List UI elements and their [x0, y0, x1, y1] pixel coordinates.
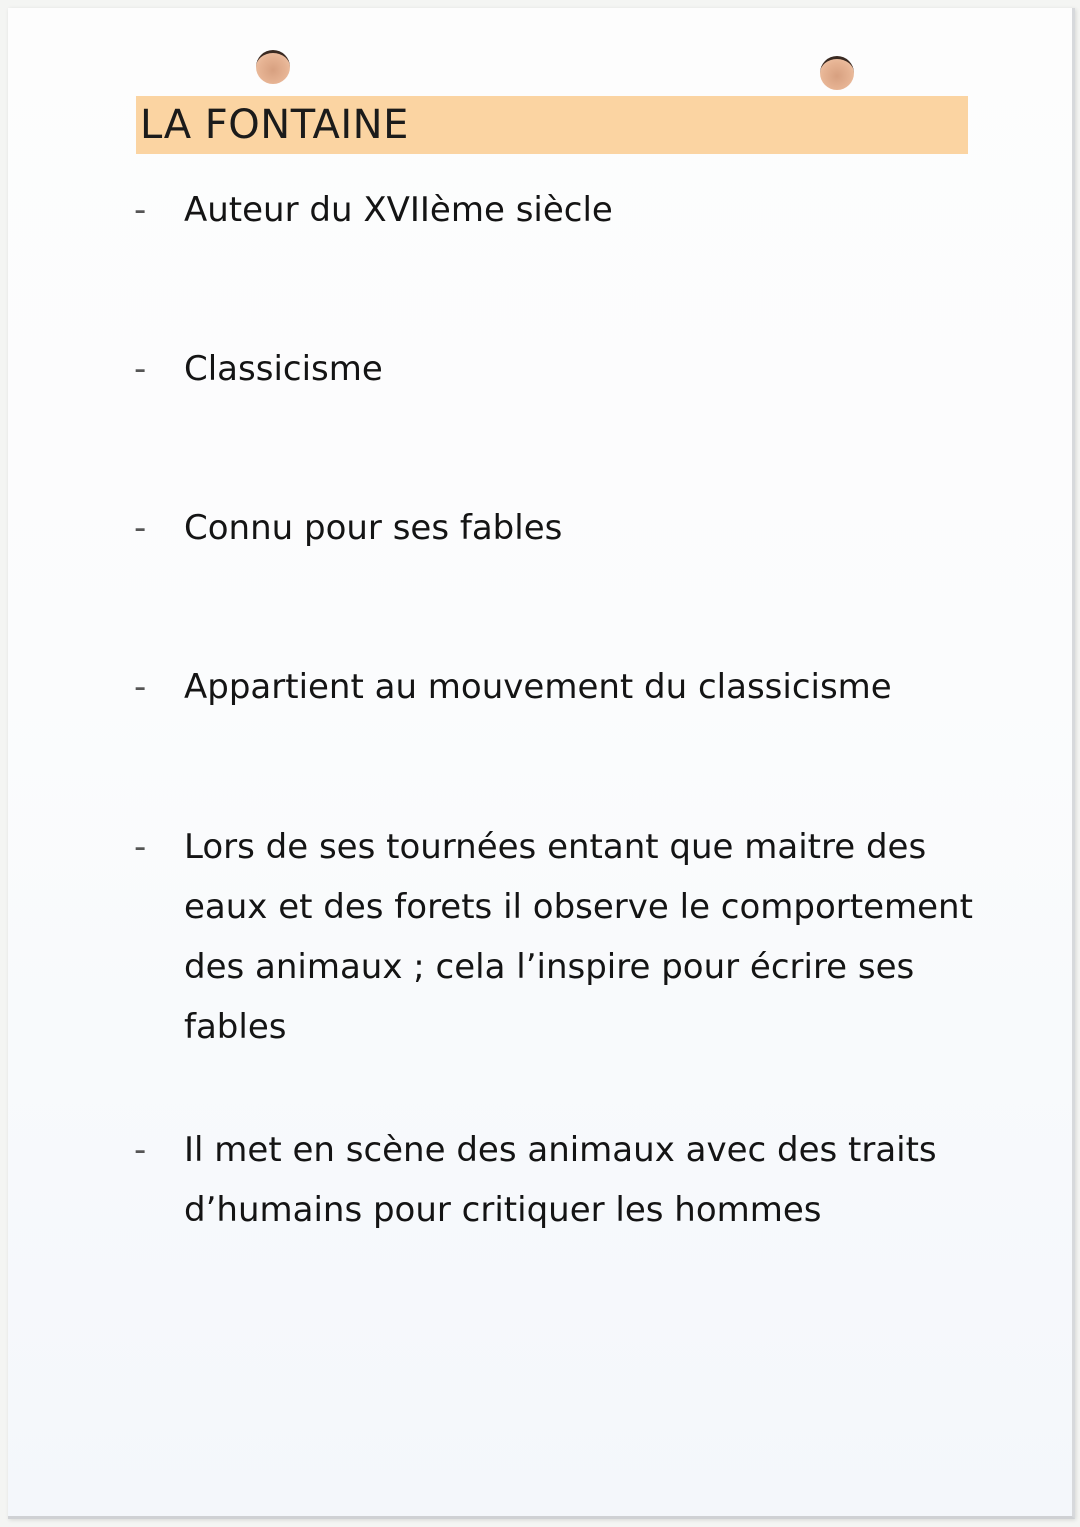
- bullet-dash: -: [134, 667, 147, 707]
- bullet-text: Appartient au mouvement du classicisme: [184, 667, 892, 707]
- card-title: LA FONTAINE: [140, 102, 409, 148]
- bullet-dash: -: [134, 349, 147, 389]
- bullet-dash: -: [134, 508, 147, 548]
- bullet-text: Lors de ses tournées entant que maitre des eaux et des forets il observe le comportement des animaux ; cela l’inspire pour écrire ses fables: [184, 827, 973, 1047]
- bullet-dash: -: [134, 190, 147, 230]
- bullet-text: Connu pour ses fables: [184, 508, 563, 548]
- bullet-dash: -: [134, 1130, 147, 1170]
- bullet-text: Il met en scène des animaux avec des traits d’humains pour critiquer les hommes: [184, 1130, 937, 1230]
- punch-hole-icon: [820, 56, 854, 90]
- punch-hole-icon: [256, 50, 290, 84]
- bullet-dash: -: [134, 827, 147, 867]
- flashcard: [8, 8, 1075, 1519]
- bullet-text: Auteur du XVIIème siècle: [184, 190, 613, 230]
- bullet-text: Classicisme: [184, 349, 383, 389]
